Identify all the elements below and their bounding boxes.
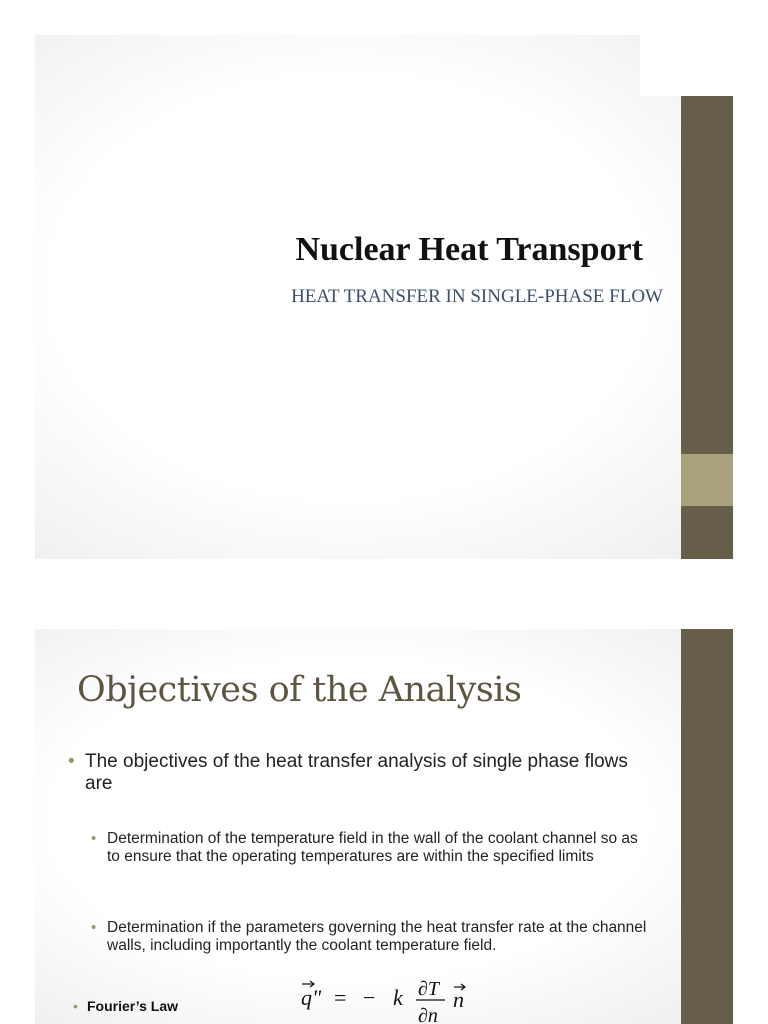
minus-sign: − [363, 985, 376, 1010]
objectives-slide [35, 629, 733, 1024]
bullet-dot: • [91, 919, 97, 936]
conductivity-symbol: k [393, 985, 403, 1010]
presentation-subtitle: HEAT TRANSFER IN SINGLE-PHASE FLOW [291, 286, 663, 307]
sidebar-notch [640, 35, 733, 96]
main-bullet [68, 751, 645, 795]
sub-bullet [91, 830, 652, 866]
bullet-dot: • [91, 830, 97, 847]
heat-flux-symbol: q" [301, 985, 322, 1010]
title-slide [35, 35, 733, 559]
sidebar-accent-block [681, 454, 733, 506]
sub-bullet [91, 919, 652, 955]
fourier-label: Fourier’s Law [87, 998, 179, 1014]
fourier-law-equation [297, 977, 507, 1024]
bullet-dot: • [73, 998, 78, 1014]
slide-title: Objectives of the Analysis [77, 670, 522, 710]
sub-bullet-text: Determination if the parameters governing the heat transfer rate at the channel walls, including importantly the coolant temperature field. [107, 919, 647, 954]
fraction-numerator: ∂T [418, 978, 440, 1000]
sidebar-bar [681, 629, 733, 1024]
main-bullet-text: The objectives of the heat transfer analysis of single phase flows are [85, 751, 628, 794]
equals-sign: = [334, 985, 347, 1010]
bullet-dot: • [68, 751, 75, 772]
fourier-bullet [73, 998, 179, 1014]
fraction-denominator: ∂n [418, 1005, 438, 1024]
sub-bullet-text: Determination of the temperature field in the wall of the coolant channel so as to ensure that the operating temperatures are within the specified limits [107, 830, 638, 865]
presentation-title: Nuclear Heat Transport [295, 231, 643, 268]
normal-vector-symbol: n [453, 987, 464, 1012]
